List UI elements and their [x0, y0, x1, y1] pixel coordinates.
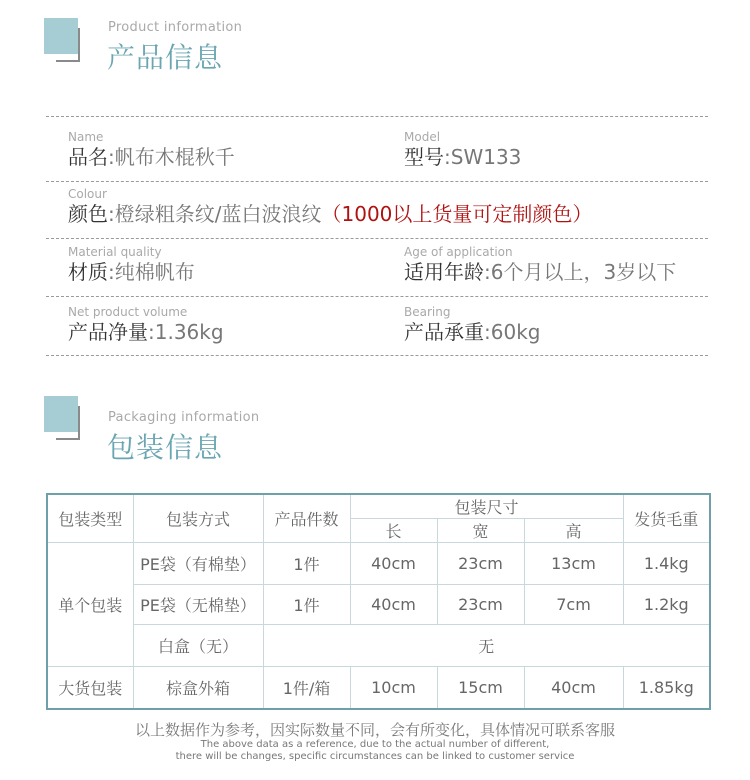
single-pack-label: 单个包装 — [47, 543, 133, 667]
info-colour — [68, 187, 592, 227]
section-square-icon — [44, 18, 80, 62]
footnote-en-line: The above data as a reference, due to the actual number of different, — [200, 739, 550, 750]
cell-weight: 1.2kg — [623, 585, 710, 625]
header-method: 包装方式 — [133, 494, 263, 543]
divider — [46, 238, 708, 239]
info-label-en: Name — [68, 130, 104, 144]
info-name — [68, 130, 235, 170]
cell-weight: 1.4kg — [623, 543, 710, 585]
divider — [46, 116, 708, 117]
info-label: 适用年龄 — [404, 260, 484, 284]
info-value: 橙绿粗条纹/蓝白波浪纹 — [114, 202, 322, 226]
cell-length: 10cm — [350, 667, 437, 709]
info-material — [68, 245, 195, 285]
info-net-weight — [68, 305, 224, 345]
info-label-en: Net product volume — [68, 305, 188, 319]
table-row — [47, 585, 710, 625]
cell-width: 23cm — [437, 585, 524, 625]
cell-method: 棕盒外箱 — [133, 667, 263, 709]
info-model — [404, 130, 521, 170]
separator: : — [108, 202, 115, 226]
header-height: 高 — [524, 519, 623, 543]
separator: : — [108, 260, 115, 284]
cell-height: 40cm — [524, 667, 623, 709]
header-weight: 发货毛重 — [623, 494, 710, 543]
cell-count: 1件 — [263, 543, 350, 585]
info-value: 纯棉帆布 — [114, 260, 195, 284]
cell-length: 40cm — [350, 543, 437, 585]
header-length: 长 — [350, 519, 437, 543]
cell-width: 15cm — [437, 667, 524, 709]
separator: : — [108, 145, 115, 169]
info-value: 60kg — [490, 320, 541, 344]
info-value: 1.36kg — [154, 320, 224, 344]
cell-method: PE袋（无棉垫） — [133, 585, 263, 625]
footnote-en-line: there will be changes, specific circumstances can be linked to customer service — [175, 751, 575, 762]
header-count: 产品件数 — [263, 494, 350, 543]
divider — [46, 296, 708, 297]
info-label-en: Colour — [68, 187, 107, 201]
info-label: 材质 — [68, 260, 108, 284]
cell-width: 23cm — [437, 543, 524, 585]
header-width: 宽 — [437, 519, 524, 543]
separator: : — [444, 145, 451, 169]
info-age — [404, 245, 676, 285]
footnote-zh: 以上数据作为参考，因实际数量不同，会有所变化，具体情况可联系客服 — [134, 721, 615, 739]
section-title-zh: 产品信息 — [107, 41, 224, 74]
cell-weight: 1.85kg — [623, 667, 710, 709]
cell-method: 白盒（无） — [133, 625, 263, 667]
info-value: 帆布木棍秋千 — [114, 145, 235, 169]
table-row — [47, 667, 710, 709]
info-label-en: Age of application — [404, 245, 513, 259]
info-label-en: Model — [404, 130, 441, 144]
footnote-en — [0, 739, 750, 763]
info-label-en: Bearing — [404, 305, 451, 319]
info-label: 品名 — [68, 145, 108, 169]
separator: : — [484, 320, 491, 344]
packaging-table — [46, 493, 711, 710]
section-square-icon — [44, 396, 80, 440]
info-bearing — [404, 305, 540, 345]
cell-method: PE袋（有棉垫） — [133, 543, 263, 585]
info-label: 产品承重 — [404, 320, 484, 344]
bulk-pack-label: 大货包装 — [47, 667, 133, 709]
separator: : — [148, 320, 155, 344]
section-title-en: Packaging information — [108, 410, 260, 425]
info-value: SW133 — [450, 145, 522, 169]
info-label-en: Material quality — [68, 245, 162, 259]
section-title-en: Product information — [108, 20, 243, 35]
colour-custom-note: （1000以上货量可定制颜色） — [321, 202, 593, 226]
divider — [46, 355, 708, 356]
header-type: 包装类型 — [47, 494, 133, 543]
table-row — [47, 625, 710, 667]
cell-count: 1件/箱 — [263, 667, 350, 709]
section-title-zh: 包装信息 — [107, 431, 224, 464]
info-label: 颜色 — [68, 202, 108, 226]
header-size: 包装尺寸 — [350, 494, 623, 519]
info-label: 型号 — [404, 145, 444, 169]
info-value: 6个月以上，3岁以下 — [490, 260, 677, 284]
cell-count: 1件 — [263, 585, 350, 625]
cell-height: 13cm — [524, 543, 623, 585]
table-row — [47, 543, 710, 585]
divider — [46, 181, 708, 182]
separator: : — [484, 260, 491, 284]
cell-length: 40cm — [350, 585, 437, 625]
info-label: 产品净量 — [68, 320, 148, 344]
cell-height: 7cm — [524, 585, 623, 625]
cell-merged: 无 — [263, 625, 710, 667]
